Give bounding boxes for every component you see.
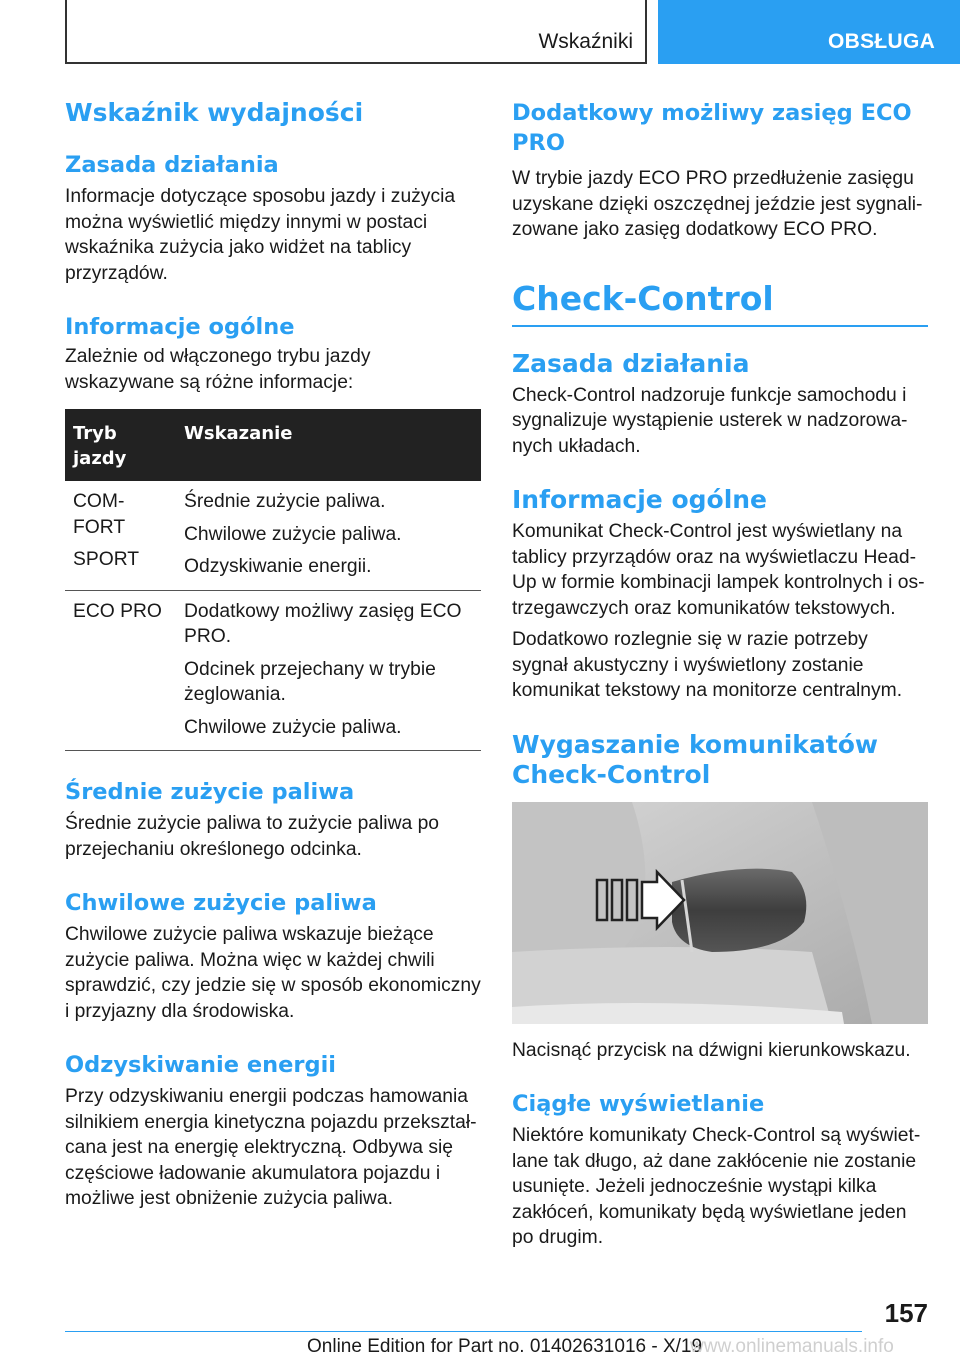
table-header-indication: Wskazanie <box>176 409 481 481</box>
indication-item: Chwilowe zużycie paliwa. <box>184 523 402 545</box>
table-header-mode: Tryb jazdy <box>65 409 176 481</box>
indication-item: Dodatkowy możliwy zasięg ECO PRO. <box>184 600 462 647</box>
heading-check-control: Check-Control <box>512 279 928 327</box>
footer-edition: Online Edition for Part no. 01402631016 - X/19 <box>307 1336 703 1357</box>
heading-continuous-display: Ciągłe wyświetlanie <box>512 1091 765 1117</box>
heading-general-cc: Informacje ogólne <box>512 485 768 514</box>
text-general-cc-1: Komunikat Check-Control jest wyświetlany na tablicy przyrządów oraz na wyświetlaczu Head-Up w formie kombinacji lampek kontrolnych i ostrzegawczych oraz komunikatów tekstowych. <box>512 521 925 619</box>
chapter-tab-label: OBSŁUGA <box>828 30 936 53</box>
table-row <box>65 481 481 590</box>
text-principle-cc: Check-Control nadzoruje funkcje samochodu i sygnalizuje wystąpienie usterek w nadzorowanych układach. <box>512 384 908 457</box>
heading-efficiency: Wskaźnik wydajności <box>65 98 364 127</box>
heading-average-consumption: Średnie zużycie paliwa <box>65 779 355 805</box>
table-row <box>65 590 481 751</box>
right-column <box>512 98 928 1251</box>
photo-caption: Nacisnąć przycisk na dźwigni kierunkowskazu. <box>512 1039 911 1061</box>
header-box <box>65 0 647 64</box>
watermark: www.onlinemanuals.info <box>690 1336 894 1357</box>
mode-label: ECO PRO <box>73 600 162 622</box>
indication-item: Średnie zużycie paliwa. <box>184 491 386 512</box>
text-instant-consumption: Chwilowe zużycie paliwa wskazuje bieżące zużycie paliwa. Można więc w każdej chwili sprawdzić, czy jedzie się w sposób ekonomiczny i przyjazny dla środowiska. <box>65 924 481 1022</box>
text-eco-pro-range: W trybie jazdy ECO PRO przedłużenie zasięgu uzyskane dzięki oszczędnej jeździe jest sygnalizowane jako zasięg dodatkowy ECO PRO. <box>512 168 923 240</box>
chapter-tab <box>658 0 960 64</box>
text-general: Zależnie od włączonego trybu jazdy wskazywane są różne informacje: <box>65 346 371 393</box>
text-general-cc-2: Dodatkowo rozlegnie się w razie potrzeby sygnał akustyczny i wyświetlony zostanie komunikat tekstowy na monitorze centralnym. <box>512 629 903 701</box>
heading-principle: Zasada działania <box>65 152 279 178</box>
heading-principle-cc: Zasada działania <box>512 348 750 378</box>
indication-item: Chwilowe zużycie paliwa. <box>184 716 402 738</box>
chapter-subtitle: Wskaźniki <box>538 30 633 53</box>
heading-general: Informacje ogólne <box>65 314 295 340</box>
left-column <box>65 98 481 1212</box>
text-principle: Informacje dotyczące sposobu jazdy i zużycia można wyświetlić między innymi w postaci wskaźnika zużycia jako widżet na tablicy przyrządów. <box>65 186 456 284</box>
heading-energy-recovery: Odzyskiwanie energii <box>65 1052 337 1078</box>
mode-label: COMFORT <box>73 491 126 538</box>
heading-instant-consumption: Chwilowe zużycie paliwa <box>65 890 377 916</box>
modes-table <box>65 409 481 751</box>
page-number: 157 <box>884 1298 928 1328</box>
heading-dismiss-messages: Wygaszanie komunikatów Check-Control <box>512 729 879 789</box>
indication-item: Odzyskiwanie energii. <box>184 556 372 577</box>
heading-eco-pro-range: Dodatkowy możliwy zasięg ECO PRO <box>512 100 912 156</box>
footer-divider <box>65 1331 862 1332</box>
mode-label: SPORT <box>73 549 140 570</box>
text-energy-recovery: Przy odzyskiwaniu energii podczas hamowania silnikiem energia kinetyczna pojazdu przekształcana jest na energię elektryczną. Odbywa się częściowe ładowanie akumulatora pojazdu i możliwe jest obniżenie zużycia paliwa. <box>65 1086 477 1209</box>
turn-signal-lever-photo <box>512 802 928 1024</box>
text-continuous-display: Niektóre komunikaty Check-Control są wyświetlane tak długo, aż dane zakłócenie nie zostanie usunięte. Jeżeli jednocześnie wystąpi kilka zakłóceń, komunikaty będą wyświetlane jeden po drugim. <box>512 1125 921 1248</box>
indication-item: Odcinek przejechany w trybie żeglowania. <box>184 658 436 705</box>
text-average-consumption: Średnie zużycie paliwa to zużycie paliwa po przejechaniu określonego odcinka. <box>65 813 440 860</box>
lever-illustration <box>512 802 928 1024</box>
